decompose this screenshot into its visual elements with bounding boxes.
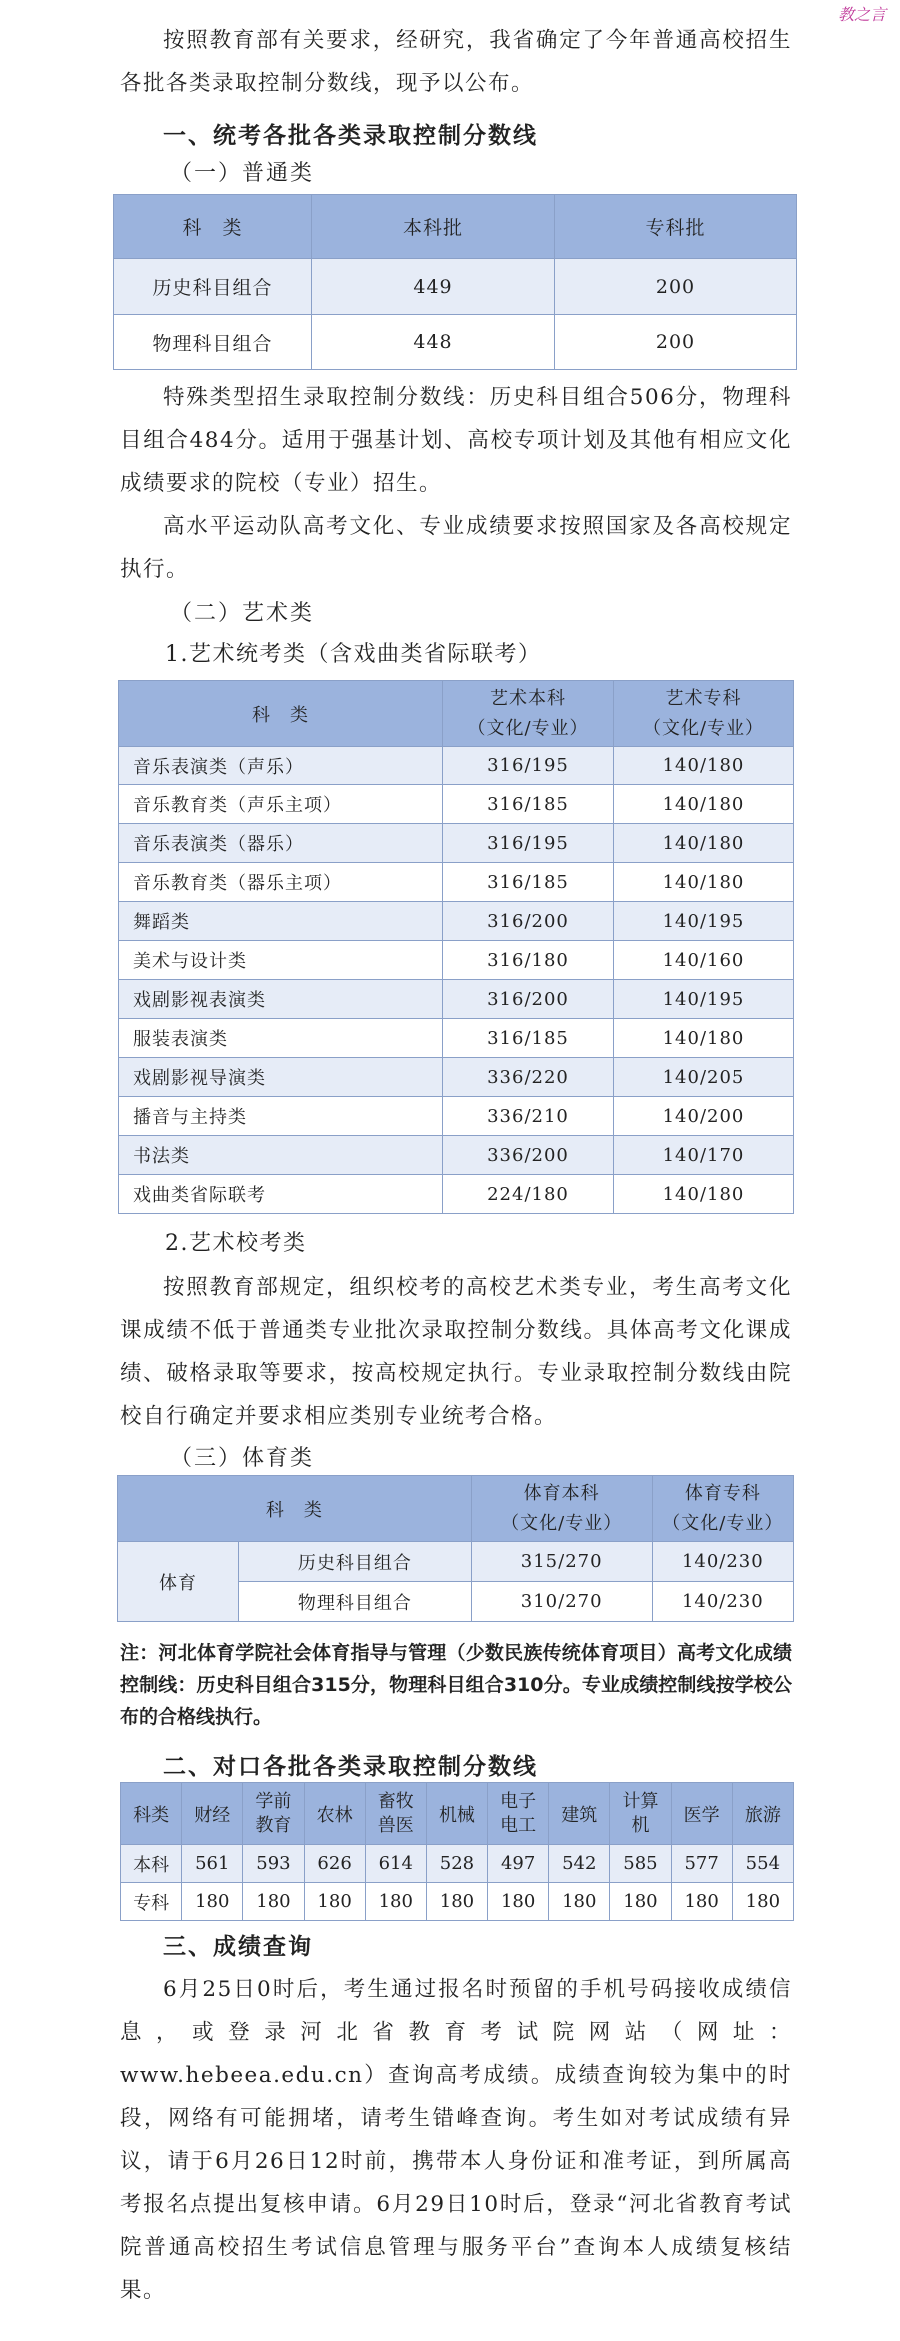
table-cell: 140/230 bbox=[652, 1582, 793, 1622]
table-cell: 316/200 bbox=[443, 980, 614, 1019]
special-admission-paragraph: 特殊类型招生录取控制分数线：历史科目组合506分，物理科目组合484分。适用于强基计划、高校专项计划及其他有相应文化成绩要求的院校（专业）招生。 bbox=[120, 385, 792, 496]
table-row bbox=[119, 902, 794, 941]
table-header-cell bbox=[614, 681, 794, 747]
table-cell: 140/205 bbox=[614, 1058, 794, 1097]
subsection-sports-heading: （三）体育类 bbox=[170, 1446, 315, 1471]
header-line: 电工 bbox=[500, 1814, 537, 1836]
table-cell: 音乐表演类（器乐） bbox=[119, 824, 443, 863]
header-line: （文化/专业） bbox=[501, 1512, 623, 1534]
table-header-cell bbox=[443, 681, 614, 747]
table-header-cell: 农林 bbox=[304, 1783, 365, 1845]
table-cell: 140/170 bbox=[614, 1136, 794, 1175]
table-header-cell: 医学 bbox=[671, 1783, 732, 1845]
table-cell: 577 bbox=[671, 1845, 732, 1883]
table-cell: 448 bbox=[312, 315, 555, 370]
section-1-heading: 一、统考各批各类录取控制分数线 bbox=[163, 122, 538, 149]
table-header-cell bbox=[652, 1476, 793, 1542]
table-header-cell: 机械 bbox=[426, 1783, 487, 1845]
table-cell: 历史科目组合 bbox=[239, 1542, 472, 1582]
header-line: 畜牧 bbox=[377, 1790, 414, 1812]
section-3-heading: 三、成绩查询 bbox=[163, 1933, 313, 1960]
table-cell: 140/180 bbox=[614, 1019, 794, 1058]
table-cell: 物理科目组合 bbox=[114, 315, 312, 370]
table-cell: 书法类 bbox=[119, 1136, 443, 1175]
table-row bbox=[119, 1097, 794, 1136]
table-header-cell: 科 类 bbox=[114, 195, 312, 259]
table-row bbox=[119, 824, 794, 863]
general-score-table bbox=[113, 194, 797, 370]
art-school-heading: 2.艺术校考类 bbox=[165, 1231, 307, 1256]
header-line: 体育本科 bbox=[523, 1482, 600, 1504]
table-cell: 316/200 bbox=[443, 902, 614, 941]
table-header-cell: 本科批 bbox=[312, 195, 555, 259]
table-cell: 561 bbox=[182, 1845, 243, 1883]
table-row bbox=[119, 863, 794, 902]
table-cell: 315/270 bbox=[471, 1542, 652, 1582]
table-cell: 180 bbox=[426, 1883, 487, 1921]
table-header-cell bbox=[610, 1783, 671, 1845]
table-header-cell: 专科批 bbox=[555, 195, 797, 259]
table-cell: 本科 bbox=[121, 1845, 182, 1883]
header-line: 电子 bbox=[500, 1790, 537, 1812]
table-row bbox=[114, 315, 797, 370]
table-cell: 物理科目组合 bbox=[239, 1582, 472, 1622]
table-row bbox=[119, 747, 794, 785]
table-cell: 专科 bbox=[121, 1883, 182, 1921]
table-row bbox=[119, 1136, 794, 1175]
table-header-cell bbox=[488, 1783, 549, 1845]
table-header-cell bbox=[471, 1476, 652, 1542]
table-cell: 180 bbox=[610, 1883, 671, 1921]
table-cell: 戏曲类省际联考 bbox=[119, 1175, 443, 1214]
table-cell: 140/230 bbox=[652, 1542, 793, 1582]
table-cell: 626 bbox=[304, 1845, 365, 1883]
table-cell: 316/185 bbox=[443, 785, 614, 824]
table-cell: 336/220 bbox=[443, 1058, 614, 1097]
table-cell: 224/180 bbox=[443, 1175, 614, 1214]
header-line: 教育 bbox=[255, 1814, 292, 1836]
table-cell: 140/180 bbox=[614, 785, 794, 824]
table-header-cell: 科类 bbox=[121, 1783, 182, 1845]
table-cell: 497 bbox=[488, 1845, 549, 1883]
table-cell: 音乐教育类（声乐主项） bbox=[119, 785, 443, 824]
table-cell: 316/185 bbox=[443, 1019, 614, 1058]
table-cell: 180 bbox=[365, 1883, 426, 1921]
table-cell: 200 bbox=[555, 259, 797, 315]
table-cell: 服装表演类 bbox=[119, 1019, 443, 1058]
table-cell: 180 bbox=[243, 1883, 304, 1921]
table-cell: 180 bbox=[671, 1883, 732, 1921]
table-header-cell: 旅游 bbox=[732, 1783, 793, 1845]
table-cell: 316/195 bbox=[443, 747, 614, 785]
table-cell: 310/270 bbox=[471, 1582, 652, 1622]
table-row bbox=[118, 1542, 794, 1582]
art-unified-heading: 1.艺术统考类（含戏曲类省际联考） bbox=[165, 642, 542, 667]
table-cell: 音乐教育类（器乐主项） bbox=[119, 863, 443, 902]
table-cell: 585 bbox=[610, 1845, 671, 1883]
table-cell: 336/210 bbox=[443, 1097, 614, 1136]
table-cell: 音乐表演类（声乐） bbox=[119, 747, 443, 785]
table-cell: 140/180 bbox=[614, 747, 794, 785]
sports-team-paragraph: 高水平运动队高考文化、专业成绩要求按照国家及各高校规定执行。 bbox=[120, 514, 792, 582]
table-row bbox=[119, 1019, 794, 1058]
header-line: （文化/专业） bbox=[467, 717, 589, 739]
table-cell: 528 bbox=[426, 1845, 487, 1883]
table-cell: 戏剧影视导演类 bbox=[119, 1058, 443, 1097]
table-cell: 180 bbox=[304, 1883, 365, 1921]
header-line: 艺术专科 bbox=[665, 687, 742, 709]
table-cell: 593 bbox=[243, 1845, 304, 1883]
section-2-heading: 二、对口各批各类录取控制分数线 bbox=[163, 1753, 538, 1780]
header-line: 计算 bbox=[622, 1790, 659, 1812]
table-cell: 614 bbox=[365, 1845, 426, 1883]
table-cell: 舞蹈类 bbox=[119, 902, 443, 941]
table-cell: 554 bbox=[732, 1845, 793, 1883]
header-line: 学前 bbox=[255, 1790, 292, 1812]
table-cell: 180 bbox=[732, 1883, 793, 1921]
table-row bbox=[119, 1058, 794, 1097]
table-row bbox=[121, 1883, 794, 1921]
table-cell: 历史科目组合 bbox=[114, 259, 312, 315]
table-header-cell bbox=[243, 1783, 304, 1845]
header-line: （文化/专业） bbox=[642, 717, 765, 739]
table-header-cell: 科 类 bbox=[119, 681, 443, 747]
sports-score-table bbox=[117, 1475, 794, 1622]
table-cell: 140/160 bbox=[614, 941, 794, 980]
table-row bbox=[114, 259, 797, 315]
table-cell: 449 bbox=[312, 259, 555, 315]
table-cell: 140/180 bbox=[614, 1175, 794, 1214]
table-cell: 542 bbox=[549, 1845, 610, 1883]
table-header-cell: 科 类 bbox=[118, 1476, 472, 1542]
table-cell: 180 bbox=[182, 1883, 243, 1921]
table-cell: 200 bbox=[555, 315, 797, 370]
header-line: 体育专科 bbox=[684, 1482, 761, 1504]
header-line: 机 bbox=[631, 1814, 650, 1836]
table-cell: 140/195 bbox=[614, 980, 794, 1019]
table-cell: 播音与主持类 bbox=[119, 1097, 443, 1136]
intro-paragraph: 按照教育部有关要求，经研究，我省确定了今年普通高校招生各批各类录取控制分数线，现予以公布。 bbox=[120, 28, 792, 96]
watermark: 教之言 bbox=[837, 5, 886, 24]
subsection-art-heading: （二）艺术类 bbox=[170, 601, 315, 626]
table-cell: 140/180 bbox=[614, 824, 794, 863]
score-query-paragraph: 6月25日0时后，考生通过报名时预留的手机号码接收成绩信息，或登录河北省教育考试院网站（网址：www.hebeea.edu.cn）查询高考成绩。成绩查询较为集中的时段，网络有可能拥堵，请考生错峰查询。考生如对考试成绩有异议，请于6月26日12时前，携带本人身份证和准考证，到所属高考报名点提出复核申请。6月29日10时后，登录“河北省教育考试院普通高校招生考试信息管理与服务平台”查询本人成绩复核结果。 bbox=[120, 1977, 792, 2303]
table-row bbox=[121, 1845, 794, 1883]
subsection-general-heading: （一）普通类 bbox=[170, 161, 315, 186]
table-header-cell: 财经 bbox=[182, 1783, 243, 1845]
table-header-cell bbox=[365, 1783, 426, 1845]
table-cell: 316/185 bbox=[443, 863, 614, 902]
table-row bbox=[119, 1175, 794, 1214]
table-cell: 140/180 bbox=[614, 863, 794, 902]
art-score-table bbox=[118, 680, 794, 1214]
sports-note: 注：河北体育学院社会体育指导与管理（少数民族传统体育项目）高考文化成绩控制线：历史科目组合315分，物理科目组合310分。专业成绩控制线按学校公布的合格线执行。 bbox=[120, 1642, 792, 1728]
table-row bbox=[119, 941, 794, 980]
table-header-cell: 建筑 bbox=[549, 1783, 610, 1845]
header-line: （文化/专业） bbox=[662, 1512, 784, 1534]
table-cell: 316/195 bbox=[443, 824, 614, 863]
vocational-score-table bbox=[120, 1782, 794, 1921]
table-cell: 180 bbox=[488, 1883, 549, 1921]
table-cell: 美术与设计类 bbox=[119, 941, 443, 980]
table-cell: 戏剧影视表演类 bbox=[119, 980, 443, 1019]
table-cell: 体育 bbox=[118, 1542, 239, 1622]
table-row bbox=[119, 980, 794, 1019]
header-line: 艺术本科 bbox=[490, 687, 566, 709]
art-school-paragraph: 按照教育部规定，组织校考的高校艺术类专业，考生高考文化课成绩不低于普通类专业批次录取控制分数线。具体高考文化课成绩、破格录取等要求，按高校规定执行。专业录取控制分数线由院校自行确定并要求相应类别专业统考合格。 bbox=[120, 1275, 792, 1429]
header-line: 兽医 bbox=[377, 1814, 414, 1836]
table-cell: 140/195 bbox=[614, 902, 794, 941]
table-cell: 180 bbox=[549, 1883, 610, 1921]
table-cell: 336/200 bbox=[443, 1136, 614, 1175]
table-cell: 316/180 bbox=[443, 941, 614, 980]
table-row bbox=[119, 785, 794, 824]
table-cell: 140/200 bbox=[614, 1097, 794, 1136]
